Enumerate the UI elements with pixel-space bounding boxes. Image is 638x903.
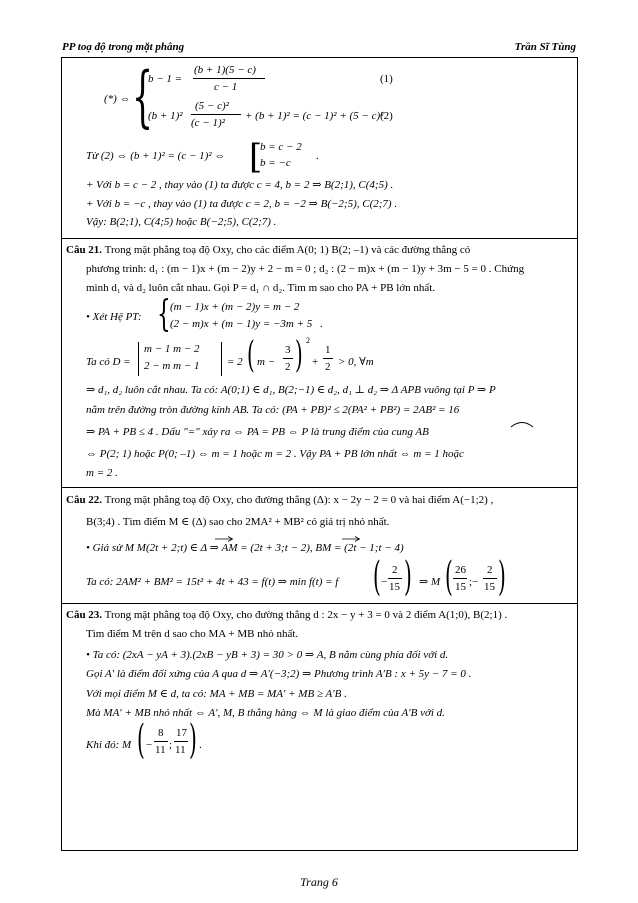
q22-f-den: 15	[389, 581, 400, 593]
q21-sys-dot: .	[320, 318, 323, 330]
q21-det-row-2: 2 − m m − 1	[144, 360, 200, 372]
sys1-eq1-den: c − 1	[214, 81, 238, 93]
q23-m-sep: ;	[169, 739, 173, 751]
divider-q22	[61, 487, 578, 488]
from2-bracket: [	[249, 137, 263, 177]
sys1-eq1-lhs: b − 1 =	[148, 73, 183, 85]
sys1-eq2-tag: (2)	[380, 110, 393, 122]
q22-f-num: 2	[392, 564, 398, 576]
header-right: Trần Sĩ Tùng	[514, 41, 576, 53]
q21-sys-label: • Xét Hệ PT:	[86, 311, 142, 323]
q23-text-2: Tìm điểm M trên d sao cho MA + MB nhỏ nhất.	[86, 628, 299, 640]
q21-det-frac-den: 2	[285, 361, 291, 373]
q22-arrow-m: ⇒ M	[419, 576, 441, 588]
vector-am-arrow	[214, 536, 234, 542]
sys1-label: (*) ⇔	[104, 93, 131, 105]
q21-det-row-1: m − 1 m − 2	[144, 343, 200, 355]
sys1-eq2-rest: + (b + 1)² = (c − 1)² + (5 − c)²	[245, 110, 384, 122]
header-left: PP toạ độ trong mặt phẳng	[62, 41, 185, 53]
q23-text-1: Trong mặt phẳng toạ độ Oxy, cho đường thẳng d : 2x − y + 3 = 0 và 2 điểm A(1;0), B(2;1) .	[104, 609, 508, 621]
q23-line-5: Với mọi điểm M ∈ d, ta có: MA + MB = MA′ + MB ≥ A′B .	[86, 688, 347, 700]
q21-text-2: phương trình: d₁ : (m − 1)x + (m − 2)y + 2 − m = 0 ; d₂ : (2 − m)x + (m − 1)y + 3m − 5 = 0 . Chứng	[86, 263, 525, 275]
sys1-eq1-num: (b + 1)(5 − c)	[194, 64, 256, 76]
q23-m1-den: 11	[155, 744, 166, 756]
conclusion-line-3: Vậy: B(2;1), C(4;5) hoặc B(−2;5), C(2;7) .	[86, 216, 277, 228]
q21-title: Câu 21.	[66, 244, 103, 256]
vector-bm-arrow	[341, 536, 361, 542]
q23-m1-num: 8	[158, 727, 164, 739]
q21-sys-eq2: (2 − m)x + (m − 1)y = −3m + 5	[170, 318, 313, 330]
from2-case2: b = −c	[260, 157, 291, 169]
q22-f-paren-open: (	[373, 554, 381, 600]
sys1-eq1-tag: (1)	[380, 73, 393, 85]
q21-det-plus: +	[312, 356, 319, 368]
q22-m1-bar	[453, 578, 467, 579]
sys1-eq2-num: (5 − c)²	[195, 100, 229, 112]
q23-line-7: Khi đó: M	[86, 739, 132, 751]
q23-m1-bar	[154, 741, 168, 742]
q21-line-5: nằm trên đường tròn đường kính AB. Ta có: (PA + PB)² ≤ 2(PA² + PB²) = 2AB² = 16	[86, 404, 460, 416]
q21-det-mid: = 2	[227, 356, 243, 368]
q21-det-frac2-den: 2	[325, 361, 331, 373]
q23-m-minus: −	[146, 739, 153, 751]
q21-det-tail: > 0, ∀m	[338, 356, 374, 368]
from2-prefix: Từ (2) ⇔ (b + 1)² = (c − 1)² ⇔	[86, 150, 226, 162]
q21-det-paren-open: (	[247, 335, 255, 376]
q22-f-bar	[388, 578, 402, 579]
page-header	[62, 41, 576, 55]
q22-m-paren-close: )	[498, 554, 506, 600]
q22-m2-num: 2	[487, 564, 493, 576]
q22-f-minus: −	[381, 576, 388, 588]
q21-det-bar-right	[221, 342, 222, 376]
q23-m-paren-open: (	[137, 717, 145, 763]
q23-line-6: Mà MA′ + MB nhỏ nhất ⇔ A′, M, B thẳng hàng ⇔ M là giao điểm của A′B với d.	[86, 707, 445, 719]
q23-m-paren-close: )	[189, 717, 197, 763]
q21-line-6: ⇒ PA + PB ≤ 4 . Dấu "=" xảy ra ⇔ PA = PB ⇔ P là trung điểm của cung AB	[86, 426, 429, 438]
conclusion-line-1: + Với b = c − 2 , thay vào (1) ta được c = 4, b = 2 ⇒ B(2;1), C(4;5) .	[86, 179, 394, 191]
q21-text-3: minh d₁ và d₂ luôn cắt nhau. Gọi P = d₁ ∩ d₂. Tìm m sao cho PA + PB lớn nhất.	[86, 282, 436, 294]
q21-det-frac2-bar	[323, 358, 333, 359]
q21-det-paren-text: m −	[257, 356, 276, 368]
q21-line-4: ⇒ d₁, d₂ luôn cắt nhau. Ta có: A(0;1) ∈ d₁, B(2;−1) ∈ d₂, d₁ ⊥ d₂ ⇒ Δ APB vuông tại P ⇒ P	[86, 384, 496, 396]
q21-sys-eq1: (m − 1)x + (m − 2)y = m − 2	[170, 301, 300, 313]
q23-m2-den: 11	[175, 744, 186, 756]
q22-title: Câu 22.	[66, 494, 103, 506]
q22-m2-bar	[483, 578, 497, 579]
arc-ab-mark	[510, 420, 534, 428]
q23-tail: .	[199, 739, 202, 751]
sys1-brace: {	[132, 58, 153, 135]
sys1-eq2-den: (c − 1)²	[191, 117, 225, 129]
q23-m2-num: 17	[176, 727, 187, 739]
from2-dot: .	[316, 150, 319, 162]
q21-det-frac2-num: 1	[325, 344, 331, 356]
q23-line-3: • Ta có: (2xA − yA + 3).(2xB − yB + 3) = 30 > 0 ⇒ A, B nằm cùng phía đối với d.	[86, 649, 449, 661]
q22-m1-num: 26	[455, 564, 466, 576]
q23-title: Câu 23.	[66, 609, 103, 621]
q22-line-3: • Giả sử M M(2t + 2;t) ∈ Δ ⇒ AM = (2t + 3;t − 2), BM = (2t − 1;t − 4)	[86, 542, 404, 554]
q21-det-square: 2	[306, 336, 310, 345]
q22-text-1: Trong mặt phẳng toạ độ Oxy, cho đường thẳng (Δ): x − 2y − 2 = 0 và hai điểm A(−1;2) ,	[104, 494, 494, 506]
bottom-rule	[61, 850, 578, 851]
divider-q21	[61, 238, 578, 239]
q21-det-frac-num: 3	[285, 344, 291, 356]
sys1-eq1-bar	[193, 78, 265, 79]
q21-text-1: Trong mặt phẳng toạ độ Oxy, cho các điểm A(0; 1) B(2; –1) và các đường thẳng có	[104, 244, 471, 256]
q21-det-paren-close: )	[295, 335, 303, 376]
q21-det-bar-left	[138, 342, 139, 376]
q22-m-paren-open: (	[445, 554, 453, 600]
sys1-eq2-bar	[191, 114, 241, 115]
q21-det-frac-bar	[283, 358, 293, 359]
conclusion-line-2: + Với b = −c , thay vào (1) ta được c = 2, b = −2 ⇒ B(−2;5), C(2;7) .	[86, 198, 398, 210]
q22-m-sep: ;−	[469, 576, 479, 588]
q22-text-2: B(3;4) . Tìm điểm M ∈ (Δ) sao cho 2MA² + MB² có giá trị nhỏ nhất.	[86, 516, 390, 528]
q23-line-4: Gọi A′ là điểm đối xứng của A qua d ⇒ A′(−3;2) ⇒ Phương trình A′B : x + 5y − 7 = 0 .	[86, 668, 472, 680]
q21-line-8: m = 2 .	[86, 467, 118, 479]
divider-q23	[61, 603, 578, 604]
q22-m1-den: 15	[455, 581, 466, 593]
q22-line-4: Ta có: 2AM² + BM² = 15t² + 4t + 43 = f(t) ⇒ min f(t) = f	[86, 576, 339, 588]
q21-line-7: ⇔ P(2; 1) hoặc P(0; –1) ⇔ m = 1 hoặc m = 2 . Vậy PA + PB lớn nhất ⇔ m = 1 hoặc	[86, 448, 464, 460]
q22-m2-den: 15	[484, 581, 495, 593]
q23-m2-bar	[174, 741, 188, 742]
sys1-eq2-a: (b + 1)²	[148, 110, 183, 122]
q21-det-prefix: Ta có D =	[86, 356, 131, 368]
q21-sys-brace: {	[157, 294, 171, 335]
from2-case1: b = c − 2	[260, 141, 302, 153]
page-number: Trang 6	[300, 875, 338, 889]
q22-f-paren-close: )	[404, 554, 412, 600]
